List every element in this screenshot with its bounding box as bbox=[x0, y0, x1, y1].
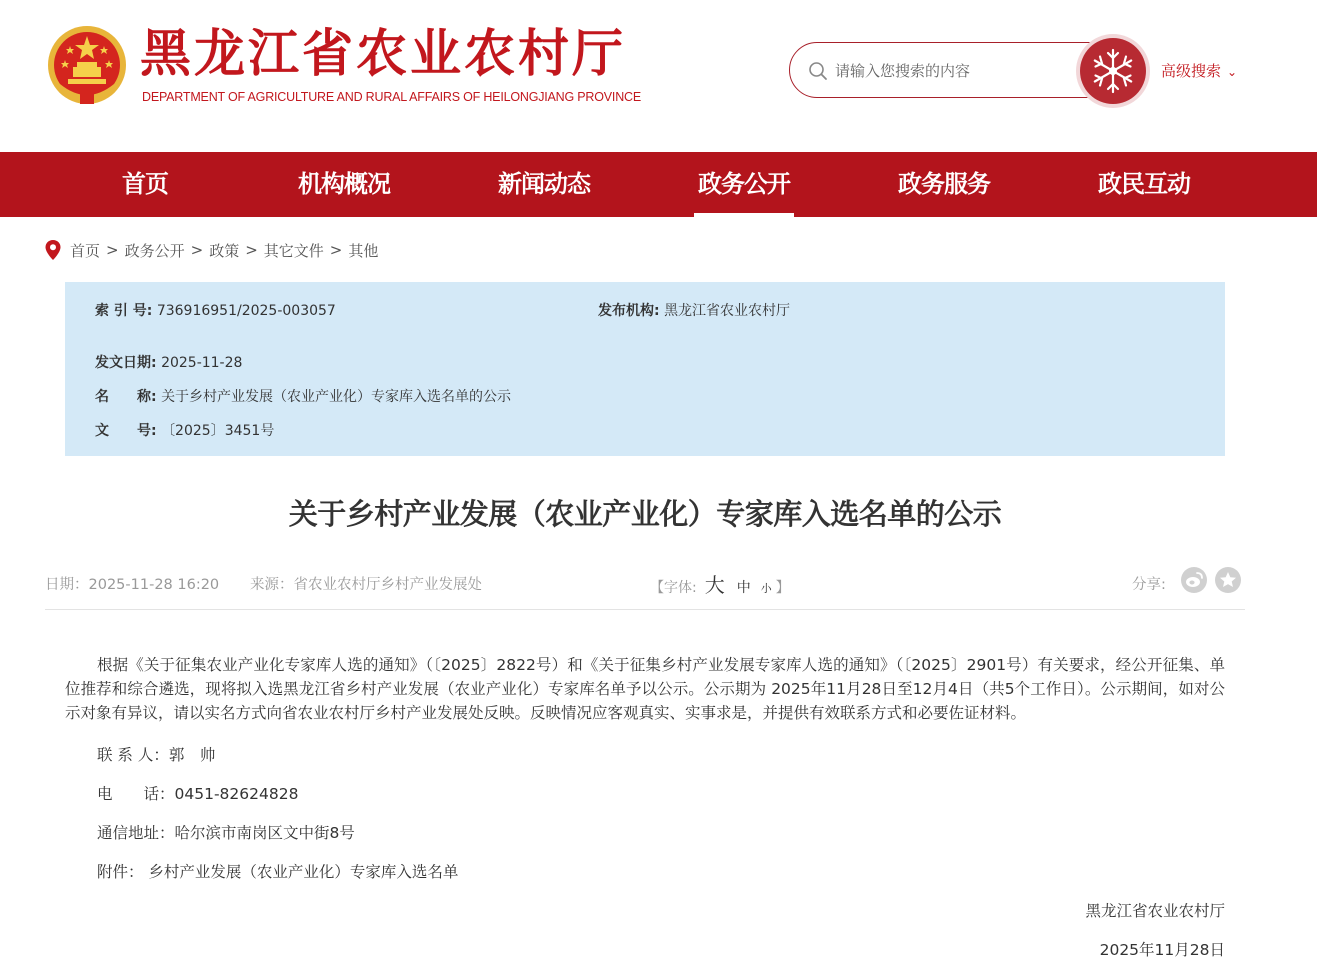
share-label: 分享: bbox=[1132, 577, 1166, 593]
breadcrumb-separator: > bbox=[106, 241, 119, 259]
weibo-share-button[interactable] bbox=[1181, 567, 1207, 593]
font-size-medium-button[interactable]: 中 bbox=[736, 580, 751, 596]
meta-index-label: 索 引 号: bbox=[95, 303, 153, 319]
national-emblem-icon bbox=[46, 24, 128, 106]
article-body bbox=[65, 653, 1225, 725]
article-title: 关于乡村产业发展（农业产业化）专家库入选名单的公示 bbox=[288, 497, 1002, 531]
meta-index bbox=[95, 300, 336, 320]
breadcrumb-other-files[interactable]: 其它文件 bbox=[263, 241, 324, 260]
breadcrumb-separator: > bbox=[245, 241, 258, 259]
search-input[interactable] bbox=[835, 56, 1075, 86]
location-pin-icon bbox=[44, 239, 62, 261]
site-title-english: DEPARTMENT OF AGRICULTURE AND RURAL AFFAIRS OF HEILONGJIANG PROVINCE bbox=[142, 90, 641, 104]
meta-publisher-label: 发布机构: bbox=[598, 303, 660, 319]
font-size-close-bracket: 】 bbox=[775, 580, 790, 596]
article-source: 来源：省农业农村厅乡村产业发展处 bbox=[250, 577, 482, 593]
meta-index-value: 736916951/2025-003057 bbox=[156, 303, 336, 319]
star-icon bbox=[1215, 567, 1241, 593]
document-meta-panel bbox=[65, 282, 1225, 456]
contact-person: 联 系 人：郭 帅 bbox=[97, 746, 216, 764]
nav-item-news[interactable]: 新闻动态 bbox=[498, 170, 590, 198]
signer-name: 黑龙江省农业农村厅 bbox=[1085, 902, 1225, 920]
meta-docno-value: 〔2025〕3451号 bbox=[161, 423, 275, 439]
meta-date bbox=[95, 352, 242, 372]
advanced-search-label: 高级搜索 bbox=[1161, 62, 1222, 80]
favorite-share-button[interactable] bbox=[1215, 567, 1241, 593]
main-nav bbox=[0, 152, 1317, 217]
meta-publisher-value: 黑龙江省农业农村厅 bbox=[664, 303, 791, 319]
nav-item-home[interactable]: 首页 bbox=[122, 170, 168, 198]
meta-date-label: 发文日期: bbox=[95, 355, 157, 371]
nav-item-interaction[interactable]: 政民互动 bbox=[1098, 170, 1190, 198]
breadcrumb-home[interactable]: 首页 bbox=[70, 241, 101, 260]
search-icon bbox=[808, 61, 828, 81]
meta-date-value: 2025-11-28 bbox=[161, 355, 243, 371]
meta-docno bbox=[95, 420, 274, 440]
nav-item-government-affairs[interactable]: 政务公开 bbox=[644, 152, 844, 217]
nav-item-organization[interactable]: 机构概况 bbox=[298, 170, 390, 198]
article-date: 日期：2025-11-28 16:20 bbox=[45, 577, 220, 593]
font-size-large-button[interactable]: 大 bbox=[704, 573, 725, 597]
weibo-icon bbox=[1181, 567, 1207, 593]
contact-phone: 电 话：0451-82624828 bbox=[97, 785, 299, 803]
font-size-small-button[interactable]: 小 bbox=[760, 582, 772, 595]
breadcrumb-separator: > bbox=[329, 241, 343, 259]
meta-publisher bbox=[598, 300, 790, 320]
sign-date: 2025年11月28日 bbox=[1099, 941, 1225, 959]
font-size-label: 【字体: bbox=[650, 580, 697, 596]
breadcrumb-policy[interactable]: 政策 bbox=[209, 241, 240, 260]
contact-address: 通信地址：哈尔滨市南岗区文中街8号 bbox=[97, 824, 355, 842]
meta-name-label: 名 称: bbox=[95, 389, 157, 405]
nav-item-services[interactable]: 政务服务 bbox=[898, 170, 990, 198]
breadcrumb-government-affairs[interactable]: 政务公开 bbox=[124, 241, 185, 260]
font-size-control bbox=[650, 569, 790, 598]
breadcrumb-separator: > bbox=[190, 241, 204, 259]
snowflake-icon bbox=[1080, 38, 1146, 104]
advanced-search-link[interactable] bbox=[1161, 60, 1237, 81]
meta-name bbox=[95, 386, 511, 406]
breadcrumb bbox=[44, 238, 378, 262]
site-title: 黑龙江省农业农村厅 bbox=[140, 25, 627, 84]
search-button[interactable] bbox=[1080, 38, 1146, 104]
attachment-link[interactable]: 附件： 乡村产业发展（农业产业化）专家库入选名单 bbox=[97, 863, 459, 881]
site-header bbox=[0, 0, 1317, 152]
meta-docno-label: 文 号: bbox=[95, 423, 157, 439]
chevron-down-icon: ⌄ bbox=[1227, 65, 1238, 79]
article-info-bar bbox=[45, 565, 1245, 610]
article-paragraph: 根据《关于征集农业产业化专家库人选的通知》（〔2025〕2822号）和《关于征集乡村产业发展专家库人选的通知》（〔2025〕2901号）有关要求，经公开征集、单位推荐和综合遴选，现将拟入选黑龙江省乡村产业发展（农业产业化）专家库名单予以公示。公示期为 2025年11月28日至12月4日（共5个工作日）。公示期间，如对公示对象有异议，请以实名方式向省农业农村厅乡村产业发展处反映。反映情况应客观真实、实事求是，并提供有效联系方式和必要佐证材料。 bbox=[65, 656, 1225, 722]
breadcrumb-other[interactable]: 其他 bbox=[348, 241, 379, 260]
meta-name-value: 关于乡村产业发展（农业产业化）专家库入选名单的公示 bbox=[161, 389, 512, 405]
